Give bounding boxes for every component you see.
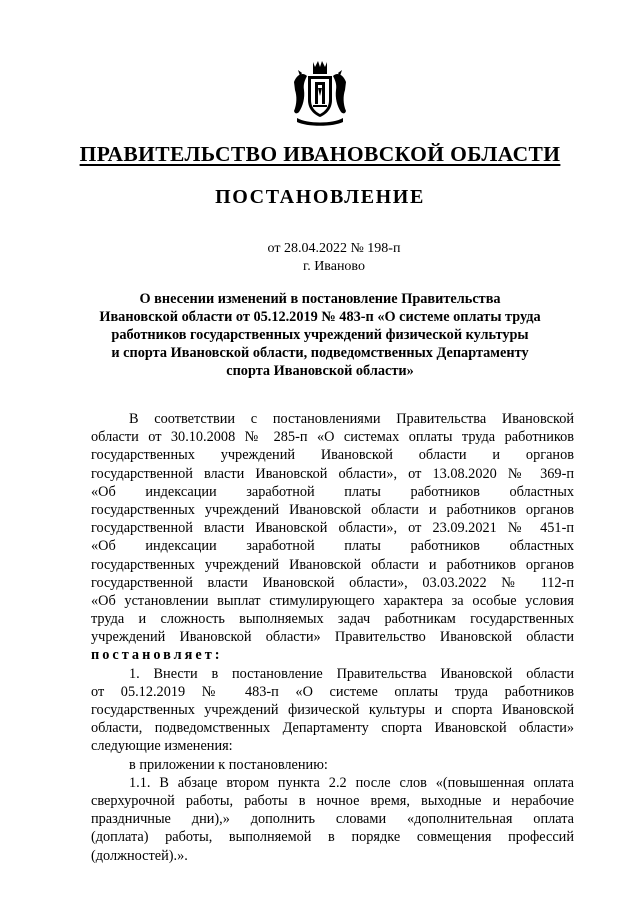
coat-of-arms-icon (291, 58, 349, 128)
body-line: «Об индексации заработной платы работников областных (91, 483, 574, 500)
subject-line: работников государственных учреждений физической культуры (111, 327, 529, 343)
body-line: от 05.12.2019 № 483-п «О системе оплаты труда работников (91, 683, 574, 700)
body-line: области, подведомственных Департаменту спорта Ивановской области» (91, 720, 574, 737)
body-line: следующие изменения: (91, 738, 233, 755)
body-line: области от 30.10.2008 № 285-п «О системах оплаты труда работников (91, 429, 574, 446)
subject-line: и спорта Ивановской области, подведомственных Департаменту (111, 345, 529, 361)
body-line: государственных учреждений Ивановской области и работников органов (91, 556, 574, 573)
body-line: государственных учреждений Ивановской области и органов (91, 447, 574, 464)
appendix-line: в приложении к постановлению: (129, 756, 328, 773)
document-type-heading: ПОСТАНОВЛЕНИЕ (215, 186, 425, 208)
government-title: ПРАВИТЕЛЬСТВО ИВАНОВСКОЙ ОБЛАСТИ (79, 142, 561, 166)
subject-line: спорта Ивановской области» (226, 363, 414, 379)
body-line: государственной власти Ивановской области», 03.03.2022 № 112-п (91, 574, 574, 591)
body-line: 1.1. В абзаце втором пункта 2.2 после слов «(повышенная оплата (129, 774, 574, 791)
body-line: (должностей).». (91, 847, 188, 864)
document-subject (70, 290, 570, 380)
body-line: «Об индексации заработной платы работников областных (91, 538, 574, 555)
document-city: г. Иваново (303, 259, 365, 274)
body-line: сверхурочной работы, работы в ночное время, выходные и нерабочие (91, 792, 574, 809)
body-line: праздничные дни),» дополнить словами «дополнительная оплата (91, 811, 574, 828)
decree-word: постановляет: (91, 647, 223, 664)
body-line: «Об установлении выплат стимулирующего характера за особые условия (91, 592, 574, 609)
body-line: 1. Внести в постановление Правительства Ивановской области (129, 665, 574, 682)
body-line: В соответствии с постановлениями Правительства Ивановской (129, 411, 574, 427)
subject-line: Ивановской области от 05.12.2019 № 483-п «О системе оплаты труда (99, 309, 541, 325)
body-line: государственной власти Ивановской области», от 23.09.2021 № 451-п (91, 520, 574, 537)
body-line: государственных учреждений физической культуры и спорта Ивановской (91, 702, 574, 718)
subject-line: О внесении изменений в постановление Правительства (139, 291, 501, 307)
body-line: государственной власти Ивановской области», от 13.08.2020 № 369-п (91, 465, 574, 482)
body-line: (доплата) работы, выполняемой в порядке совмещения профессий (91, 829, 574, 846)
body-line: учреждений Ивановской области» Правительство Ивановской области (91, 629, 574, 646)
body-line: труда и сложность выполняемых задач работникам государственных (91, 611, 574, 628)
document-date-number: от 28.04.2022 № 198-п (267, 241, 401, 256)
decree-word-line (91, 646, 574, 664)
document-body (91, 410, 574, 865)
body-line: государственных учреждений Ивановской области и работников органов (91, 501, 574, 518)
